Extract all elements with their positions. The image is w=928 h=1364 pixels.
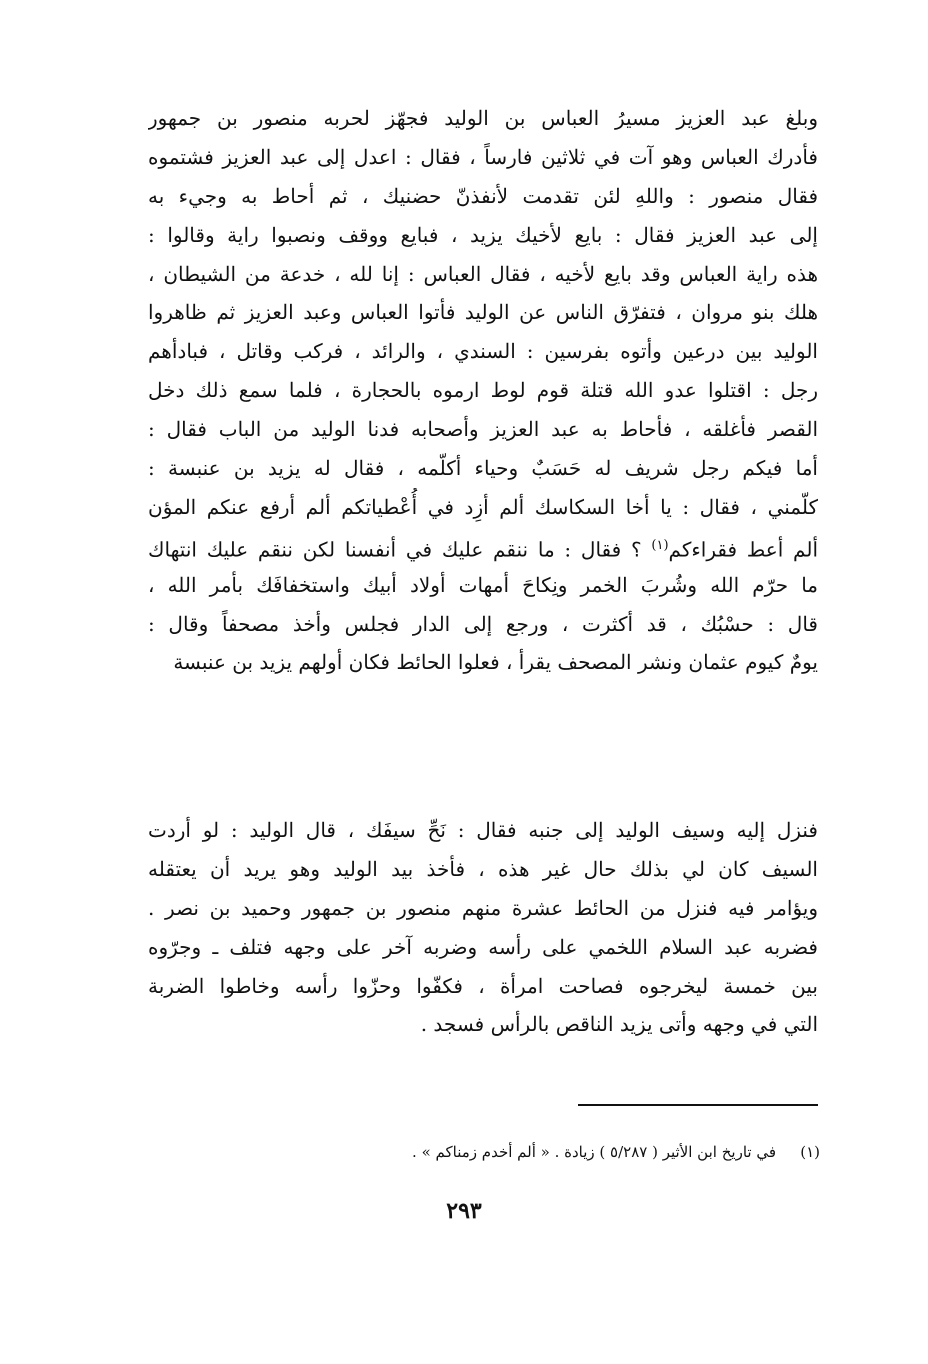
text-segment: ؟ فقال : ما ننقم عليك في أنفسنا لكن ننقم عليك انتهاك [148, 537, 652, 562]
text-line-with-footnote-ref [148, 527, 818, 566]
footnote-separator [578, 1104, 818, 1106]
text-line: هذه راية العباس وقد بايع لأخيه ، فقال العباس : إنا لله ، خدعة من الشيطان ، [148, 261, 818, 286]
footnote-number: (١) [800, 1143, 820, 1161]
page-number: ٢٩٣ [446, 1198, 482, 1224]
footnote-text: في تاريخ ابن الأثير ( ٥/٢٨٧ ) زيادة . « ألم أخدم زمناكم » . [412, 1143, 776, 1161]
text-line: السيف كان لي بذلك حال غير هذه ، فأخذ بيد الوليد وهو يريد أن يعتقله [148, 856, 818, 881]
text-line: فضربه عبد السلام اللخمي على رأسه وضربه آخر على وجهه فتلف ـ وجرّوه [148, 934, 818, 959]
text-line: فقال منصور : واللهِ لئن تقدمت لأنفذنّ حضنيك ، ثم أحاط به وجيء به [148, 183, 818, 208]
text-line: بين خمسة ليخرجوه فصاحت امرأة ، فكفّوا وحزّوا رأسه وخاطوا الضربة [148, 973, 818, 998]
paragraph-2 [148, 811, 818, 1044]
text-line: التي في وجهه وأتى يزيد الناقص بالرأس فسجد . [420, 1012, 818, 1037]
footnote-reference[interactable]: (١) [651, 537, 669, 553]
text-line: وبلغ عبد العزيز مسيرُ العباس بن الوليد فجهّز لحربه منصور بن جمهور [148, 106, 818, 130]
text-line: يومٌ كيوم عثمان ونشر المصحف يقرأ ، فعلوا الحائط فكان أولهم يزيد بن عنبسة [173, 650, 818, 675]
paragraph-1 [148, 99, 818, 682]
text-line: إلى عبد العزيز فقال : بايع لأخيك يزيد ، فبايع ووقف ونصبوا راية وقالوا : [148, 222, 818, 247]
text-line: قال : حسْبُك ، قد أكثرت ، ورجع إلى الدار فجلس وأخذ مصحفاً وقال : [148, 611, 818, 636]
text-line: رجل : اقتلوا عدو الله قتلة قوم لوط ارموه بالحجارة ، فلما سمع ذلك دخل [148, 378, 818, 403]
text-line: ما حرّم الله وشُربَ الخمر ونِكاحَ أمهات أولاد أبيك واستخفافَك بأمر الله ، [148, 572, 818, 597]
text-line: أما فيكم رجل شريف له حَسَبٌ وحياء أكلّمه ، فقال له يزيد بن عنبسة : [148, 456, 818, 481]
text-line: كلّمني ، فقال : يا أخا السكاسك ألم أزِد في أُعْطياتكم ألم أرفع عنكم المؤن [148, 494, 818, 519]
text-line: هلك بنو مروان ، فتفرّق الناس عن الوليد فأتوا العباس وعبد العزيز ثم ظاهروا [148, 300, 818, 325]
text-line: فنزل إليه وسيف الوليد إلى جنبه فقال : نَحِّ سيفَك ، قال الوليد : لو أردت [148, 818, 818, 842]
text-segment: ألم أعط فقراءكم [668, 537, 818, 562]
text-line: القصر فأغلقه ، فأحاط به عبد العزيز وأصحابه فدنا الوليد من الباب فقال : [148, 417, 818, 442]
text-line: فأدرك العباس وهو آت في ثلاثين فارساً ، فقال : اعدل إلى عبد العزيز فشتموه [148, 144, 818, 169]
footnote [260, 1140, 820, 1164]
text-line: الوليد بين درعين وأتوه بفرسين : السندي ، والرائد ، فركب وقاتل ، فبادأهم [148, 339, 818, 364]
text-line: ويؤامر فيه فنزل من الحائط عشرة منهم منصور بن جمهور وحميد بن نصر . [148, 895, 818, 920]
